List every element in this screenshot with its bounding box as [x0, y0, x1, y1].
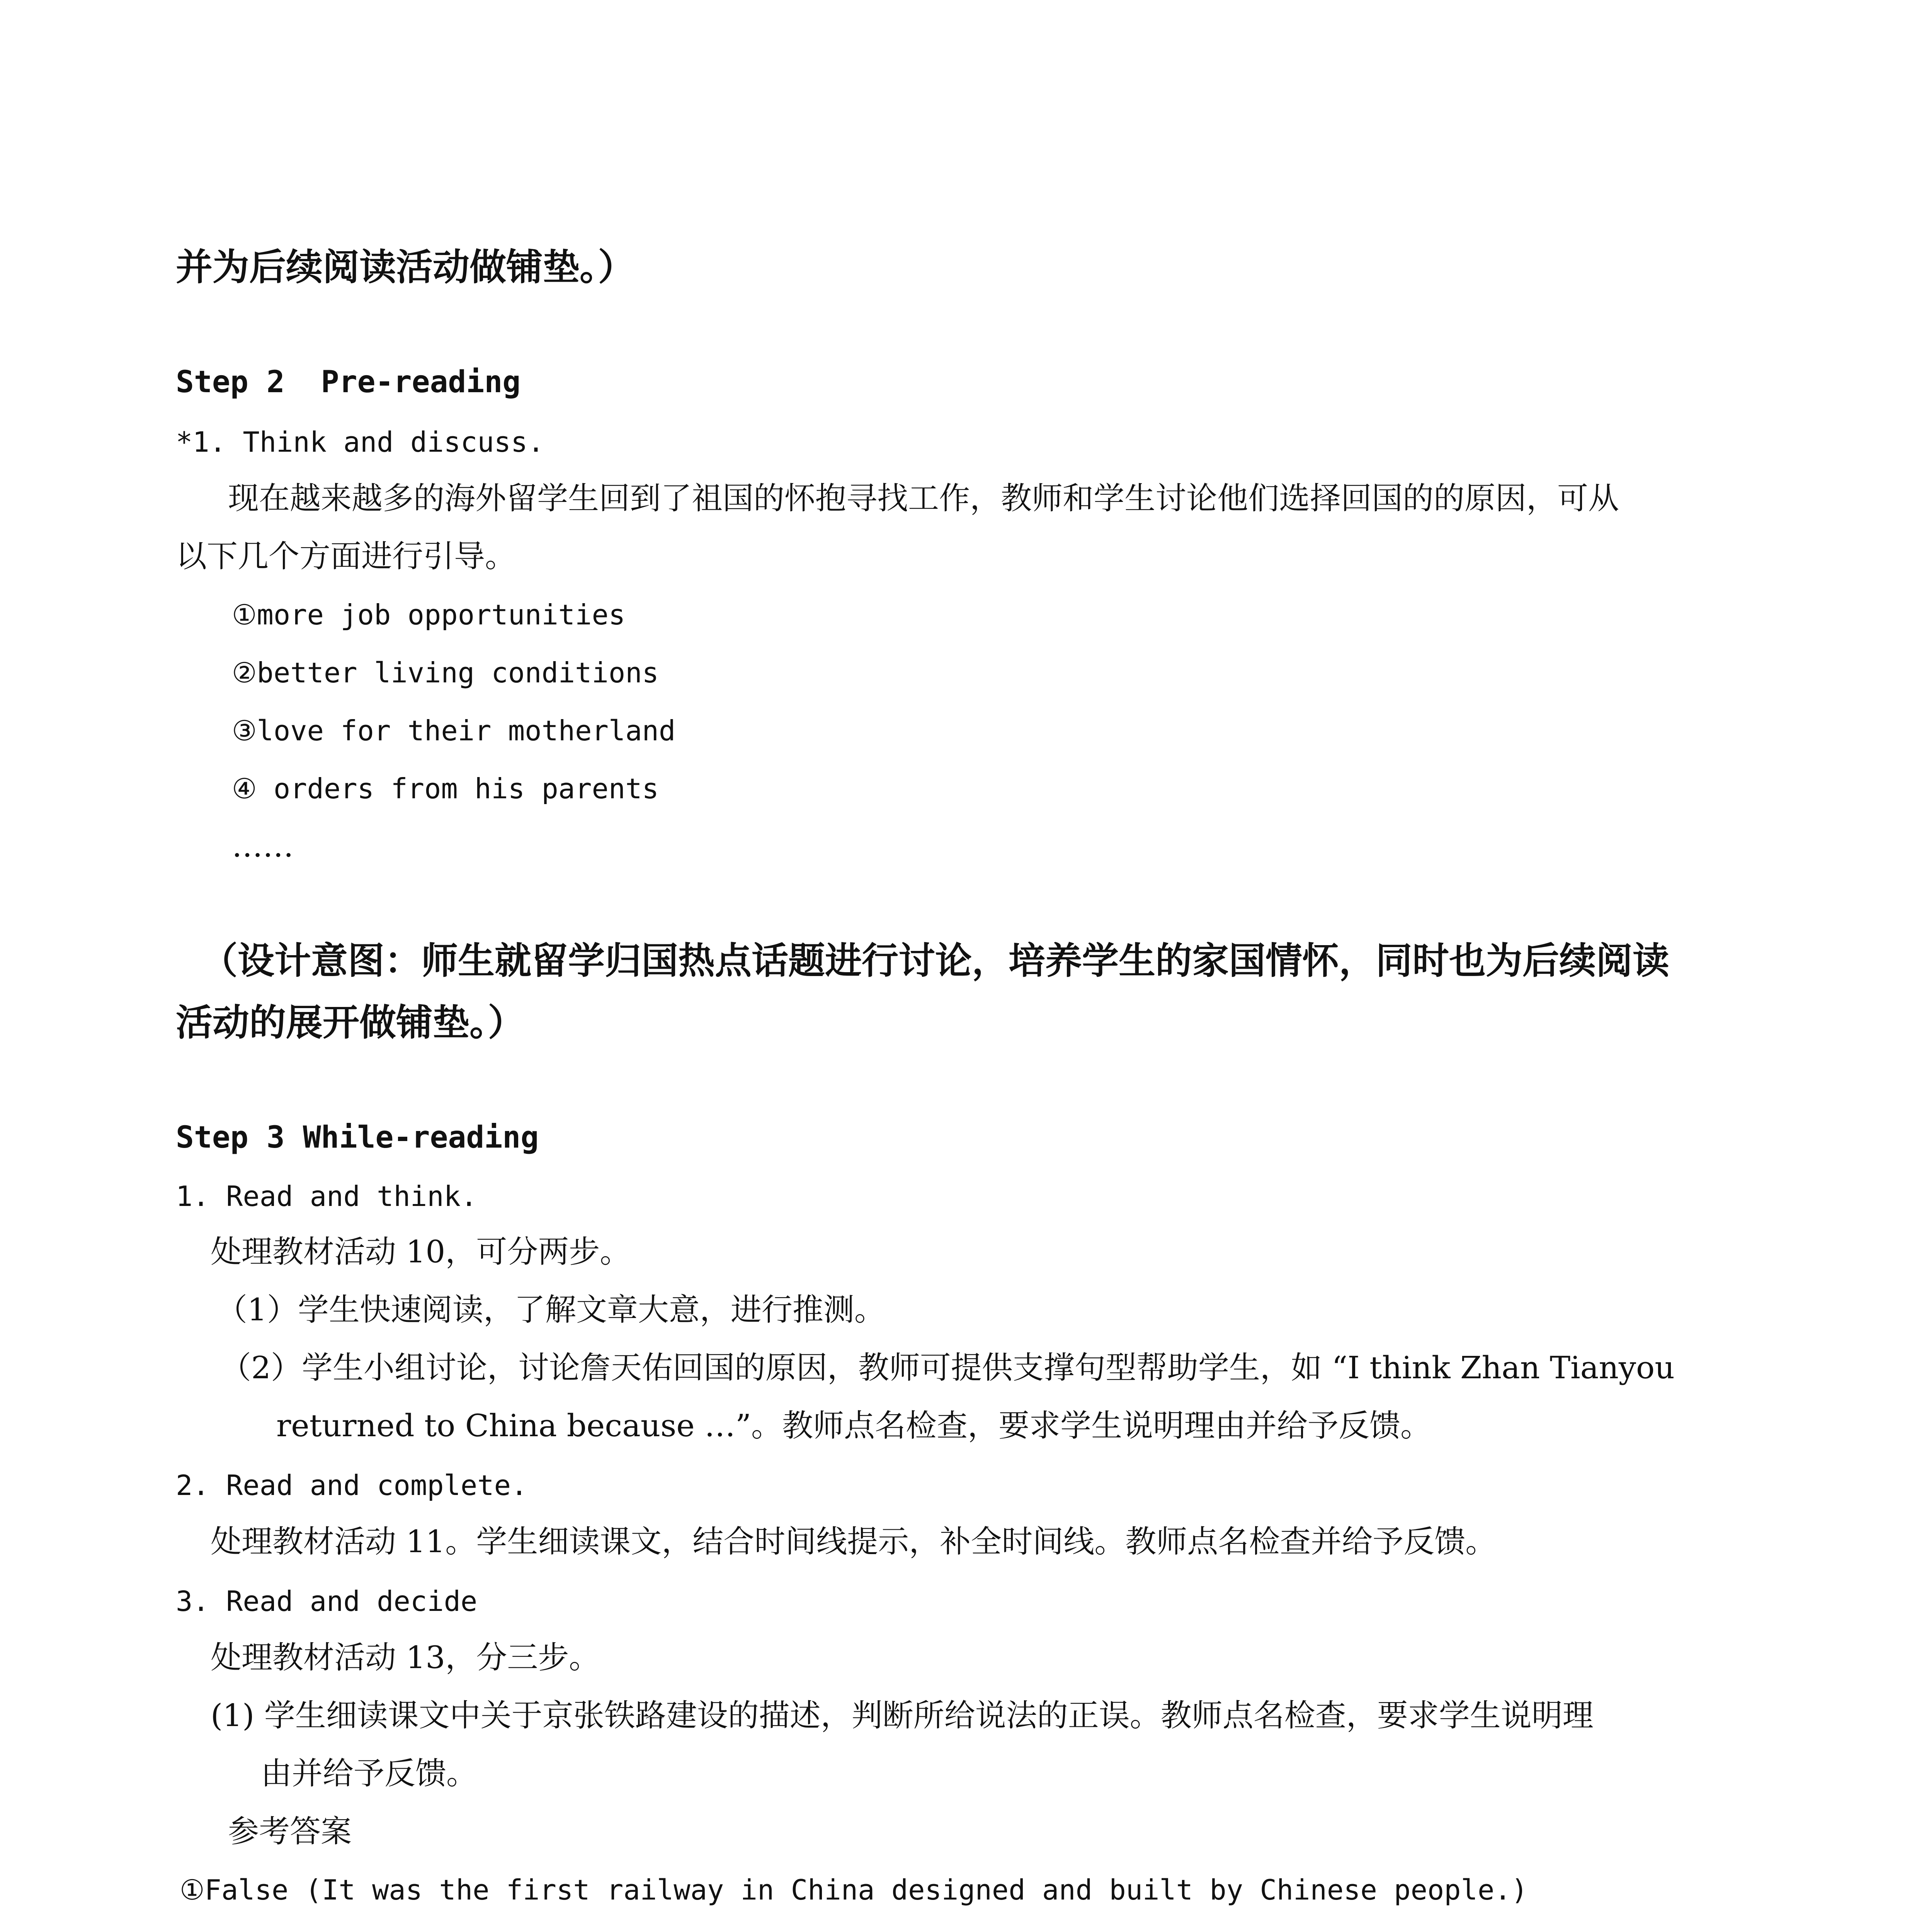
item1-title: 1. Read and think. [176, 1180, 478, 1213]
option-item: ①more job opportunities [232, 599, 626, 631]
step2-item1-title: *1. Think and discuss. [176, 426, 544, 458]
answer-label: 参考答案 [228, 1813, 352, 1849]
answer-item: ①False (It was the first railway in China designed and built by Chinese people.) [180, 1874, 1528, 1906]
step3-heading: Step 3 While-reading [176, 1120, 539, 1155]
item3-description: 处理教材活动 13，分三步。 [211, 1639, 600, 1675]
ellipsis: …… [232, 828, 294, 864]
item2-title: 2. Read and complete. [176, 1469, 528, 1502]
design-intent-line1: （设计意图：师生就留学归国热点话题进行讨论，培养学生的家国情怀，同时也为后续阅读 [201, 940, 1670, 982]
step2-paragraph-line2: 以下几个方面进行引导。 [176, 538, 516, 574]
item1-description: 处理教材活动 10，可分两步。 [211, 1234, 631, 1270]
intro-tail: 并为后续阅读活动做铺垫。） [176, 246, 635, 289]
item3-sub1-line1: (1) 学生细读课文中关于京张铁路建设的描述，判断所给说法的正误。教师点名检查，要求学生说明理 [211, 1697, 1594, 1733]
item1-sub1: （1）学生快速阅读，了解文章大意，进行推测。 [216, 1292, 885, 1328]
design-intent-line2: 活动的展开做铺垫。） [176, 1002, 525, 1044]
step2-paragraph-line1: 现在越来越多的海外留学生回到了祖国的怀抱寻找工作，教师和学生讨论他们选择回国的的原因，可从 [228, 480, 1619, 516]
item2-description: 处理教材活动 11。学生细读课文，结合时间线提示，补全时间线。教师点名检查并给予反馈。 [211, 1524, 1497, 1560]
option-item: ②better living conditions [232, 656, 659, 689]
option-item: ③love for their motherland [232, 714, 676, 747]
option-item: ④ orders from his parents [232, 772, 659, 805]
item1-sub2-line2: returned to China because …”。教师点名检查，要求学生说明理由并给予反馈。 [276, 1408, 1432, 1444]
item1-sub2-line1: （2）学生小组讨论，讨论詹天佑回国的原因，教师可提供支撑句型帮助学生，如 “I think Zhan Tianyou [220, 1350, 1675, 1386]
item3-title: 3. Read and decide [176, 1585, 478, 1617]
step2-heading: Step 2 Pre-reading [176, 365, 521, 400]
item3-sub1-line2: 由并给予反馈。 [261, 1755, 477, 1791]
